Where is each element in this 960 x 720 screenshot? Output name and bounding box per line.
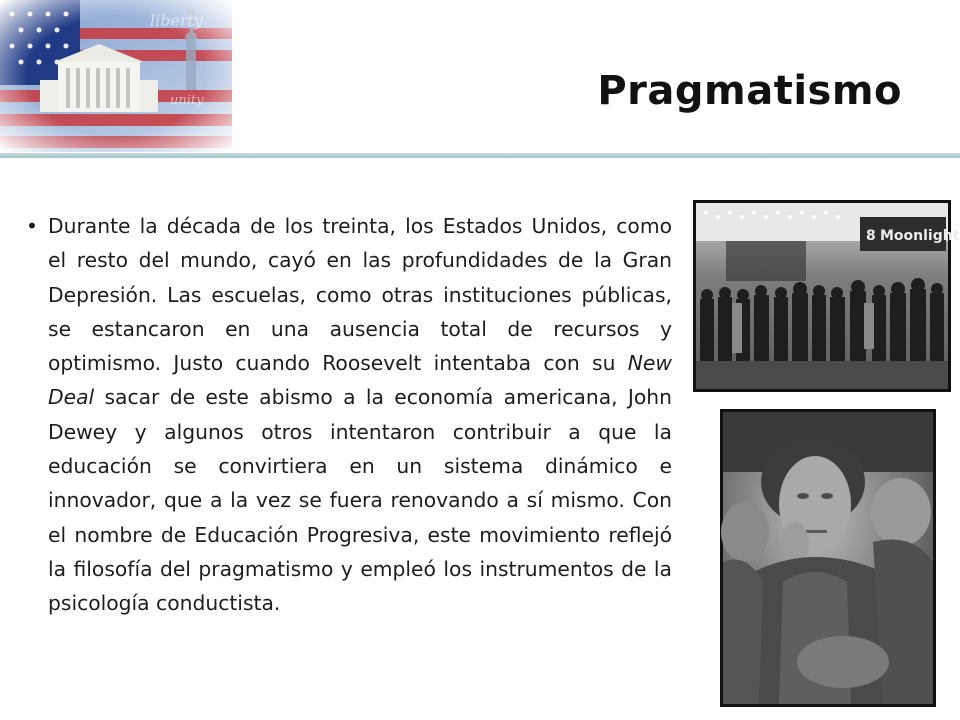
slide-title: Pragmatismo [597,68,902,114]
body-text-part1: Durante la década de los treinta, los Estados Unidos, como el resto del mundo, cayó en las profundidades de la Gran Depresión. Las escuelas, como otras instituciones públicas, se estancaron en una ausencia total de recursos y optimismo. Justo cuando Roosevelt intentaba con su [48,214,672,376]
migrant-mother-photo [720,409,936,707]
bullet-marker: • [26,214,38,238]
bread-line-photo [693,200,960,392]
header-flag-image [0,0,232,152]
body-text-part2: sacar de este abismo a la economía americana, John Dewey y algunos otros intentaron contribuir a que la educación se convirtiera en un sistema dinámico e innovador, que a la vez se fuera renovando a sí mismo. Con el nombre de Educación Progresiva, este movimiento reflejó la filosofía del pragmatismo y empleó los instrumentos de la psicología conductista. [48,385,672,616]
body-paragraph [26,209,672,621]
body-text-new-deal: New Deal [48,351,672,410]
marquee-sign: Moonlight [880,228,960,244]
marquee-number: 8 [866,228,876,244]
header-divider [0,153,960,158]
